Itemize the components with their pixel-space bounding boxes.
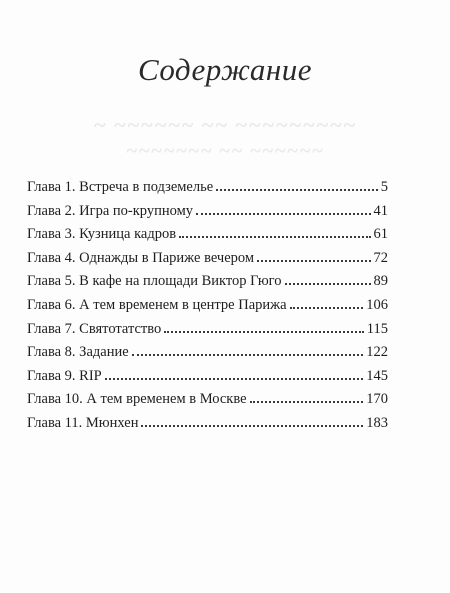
toc-entry — [27, 341, 388, 365]
dot-leader — [141, 424, 363, 427]
page-title: Содержание — [137, 52, 313, 87]
chapter-title: Глава 6. А тем временем в центре Парижа — [27, 296, 287, 313]
bleed-through-text: ~ ~~~~~~ ~~ ~~~~~~~~~ — [93, 112, 357, 137]
dot-leader — [179, 235, 370, 238]
chapter-title: Глава 8. Задание — [27, 344, 129, 361]
dot-leader — [196, 212, 370, 215]
toc-entry — [27, 388, 388, 412]
page-number: 61 — [373, 226, 388, 243]
toc-entry — [27, 200, 388, 224]
chapter-title: Глава 7. Святотатство — [27, 320, 162, 337]
page-number: 106 — [366, 296, 388, 313]
chapter-title: Глава 3. Кузница кадров — [27, 226, 177, 243]
toc-entry — [27, 365, 388, 389]
chapter-title: Глава 5. В кафе на площади Виктор Гюго — [27, 273, 282, 290]
dot-leader — [285, 282, 371, 285]
page-number: 89 — [373, 273, 388, 290]
toc-entry — [27, 176, 388, 200]
toc-entry — [27, 294, 388, 318]
chapter-title: Глава 9. RIP — [27, 367, 102, 384]
chapter-title: Глава 4. Однажды в Париже вечером — [27, 249, 255, 266]
toc-entry — [27, 318, 388, 342]
chapter-title: Глава 1. Встреча в подземелье — [27, 179, 214, 195]
page-number: 183 — [366, 414, 388, 431]
toc-entry — [27, 270, 388, 294]
dot-leader — [290, 306, 364, 309]
dot-leader — [257, 259, 370, 262]
page-number: 145 — [366, 367, 388, 384]
chapter-title: Глава 10. А тем временем в Москве — [27, 391, 247, 408]
dot-leader — [250, 400, 364, 403]
page-number: 72 — [373, 249, 388, 266]
dot-leader — [164, 330, 364, 333]
toc-entry — [27, 247, 388, 271]
chapter-title: Глава 11. Мюнхен — [27, 414, 139, 431]
page-number: 122 — [366, 344, 388, 361]
table-of-contents — [27, 176, 388, 436]
chapter-title: Глава 2. Игра по-крупному — [27, 202, 194, 219]
page-number: 115 — [366, 320, 388, 337]
dot-leader — [132, 353, 364, 356]
bleed-through-text: ~~~~~~~ ~~ ~~~~~~ — [126, 140, 324, 162]
page-number: 41 — [373, 202, 388, 219]
toc-entry — [27, 412, 388, 436]
page-number: 5 — [380, 179, 388, 195]
page-number: 170 — [366, 391, 388, 408]
dot-leader — [105, 377, 364, 380]
toc-entry — [27, 223, 388, 247]
dot-leader — [216, 188, 378, 191]
